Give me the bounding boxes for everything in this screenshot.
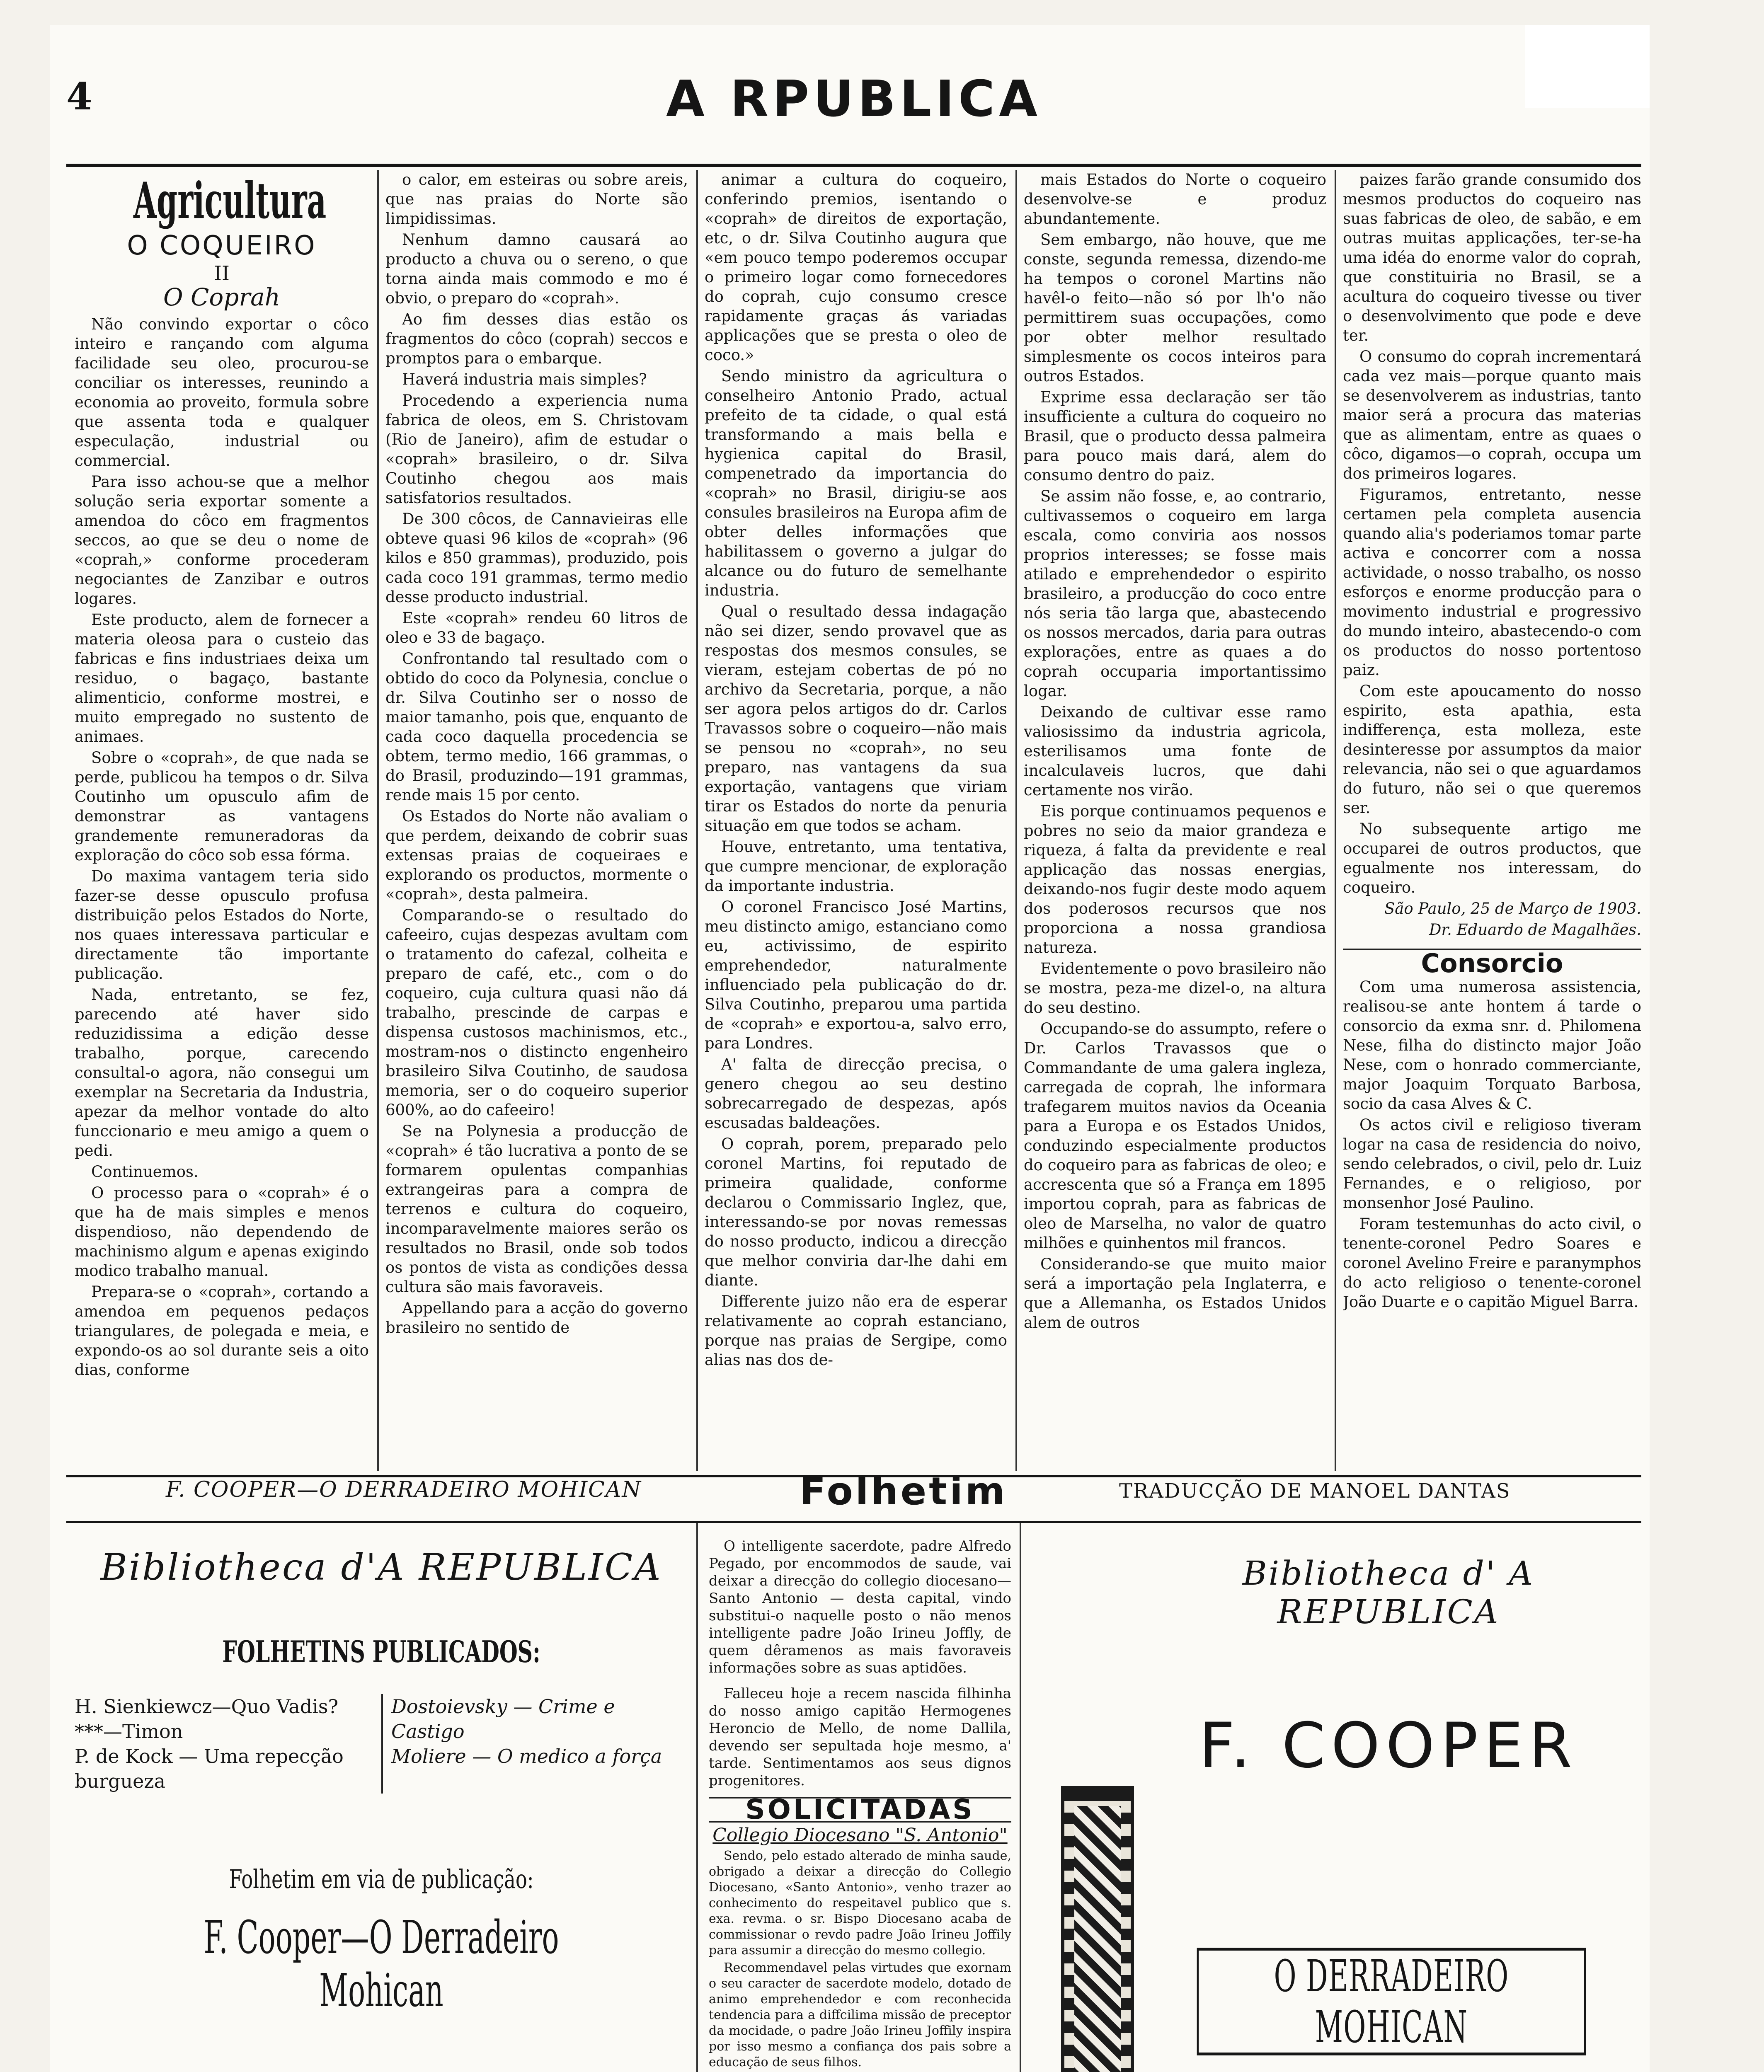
article-signature: Dr. Eduardo de Magalhães. bbox=[1429, 921, 1641, 939]
paragraph: Com uma numerosa assistencia, realisou-se ante hontem á tarde o consorcio da exma snr. d. Philomena Nese, filha do distincto major João Nese, com o honrado commerciante, major Joaquim Torquato Barbosa, socio da casa Alves & C. bbox=[1343, 978, 1641, 1113]
paragraph: Confrontando tal resultado com o obtido do coco da Polynesia, conclue o dr. Silva Coutinho ser o nosso de maior tamanho, pois que, enquanto de cada coco daquella procedencia se obtem, termo medio, 166 grammas, o do Brasil, produzindo—191 grammas, rende mais 15 por cento. bbox=[385, 650, 688, 804]
paragraph: Não convindo exportar o côco inteiro e rançando com alguma facilidade seu oleo, procurou-se conciliar os interesses, reunindo a economia ao proveito, formula sobre que assenta toda e qualquer especulação, industrial ou commercial. bbox=[75, 315, 369, 470]
published-col-a bbox=[75, 1694, 383, 1794]
article-section: O Coprah bbox=[163, 283, 281, 311]
paragraph: Sem embargo, não houve, que me conste, segunda remessa, dizendo-me ha tempos o coronel Martins não havêl-o feito—não só por lh'o não permittirem suas occupações, como por obter melhor resultado simplesmente os cocos inteiros para outros Estados. bbox=[1024, 231, 1326, 385]
ornament-pattern bbox=[1074, 1806, 1121, 2072]
paragraph: Se assim não fosse, e, ao contrario, cultivassemos o coqueiro em larga escala, como conviria aos nossos proprios interesses; se fosse mais atilado e emprehendedor o espirito brasileiro, a producção do coco entre nós seria tão larga que, abastecendo os nossos mercados, daria para outras explorações, entre as quaes a do coprah occuparia importantissimo logar. bbox=[1024, 487, 1326, 700]
biblioteca-left bbox=[75, 1537, 688, 2072]
paragraph: Se na Polynesia a producção de «coprah» é tão lucrativa a ponto de se formarem opulentas companhias extrangeiras para a compra de terrenos e cultura do coqueiro, incomparavelmente maiores serão os resultados no Brasil, onde sob todos os pontos de vista as condições dessa cultura são mais favoraveis. bbox=[385, 1122, 688, 1296]
paragraph: Exprime essa declaração ser tão insufficiente a cultura do coqueiro no Brasil, que o producto dessa palmeira para pouco mais dará, alem do consumo dentro do paiz. bbox=[1024, 388, 1326, 484]
column-divider bbox=[1015, 170, 1017, 1471]
folhetim-left-caption: F. COOPER—O DERRADEIRO MOHICAN bbox=[166, 1477, 642, 1502]
paragraph: Recommendavel pelas virtudes que exornam o seu caracter de sacerdote modelo, dotado de animo emprehendedor e com reconhecida tendencia para a diffcilima missão de preceptor da mocidade, o padre João Irineu Joffily inspira por isso mesmo a confiança dos pais sobre a educação de seus filhos. bbox=[709, 1961, 1011, 2070]
paragraph: Prepara-se o «coprah», cortando a amendoa em pequenos pedaços triangulares, de polegada e meia, e expondo-os ao sol durante seis a oito dias, conforme bbox=[75, 1283, 369, 1379]
book-title: O DERRADEIRO MOHICAN bbox=[1197, 1948, 1586, 2055]
paragraph: O coprah, porem, preparado pelo coronel Martins, foi reputado de primeira qualidade, conforme declarou o Commissario Inglez, que, interessando-se por novas remessas do nosso producto, indicou a direcção que melhor conviria dar-lhe dahi em diante. bbox=[705, 1135, 1007, 1289]
consorcio-title: Consorcio bbox=[1343, 949, 1641, 973]
paragraph: O processo para o «coprah» é o que ha de mais simples e menos dispendioso, não dependendo de machinismo algum e apenas exigindo modico trabalho manual. bbox=[75, 1184, 369, 1280]
decorative-border bbox=[1061, 1786, 1134, 2072]
paragraph: O coronel Francisco José Martins, meu distincto amigo, estanciano como eu, activissimo, de espirito emprehendedor, naturalmente influenciado pela publicação do dr. Silva Coutinho, preparou uma partida de «coprah» e exportou-a, salvo erro, para Londres. bbox=[705, 898, 1007, 1052]
paragraph: A' falta de direcção precisa, o genero chegou ao seu destino sobrecarregado de despezas, após escusadas baldeações. bbox=[705, 1055, 1007, 1132]
paragraph: Este producto, alem de fornecer a materia oleosa para o custeio das fabricas e fins industriaes deixa um residuo, o bagaço, bastante alimenticio, conforme mostrei, e muito empregado no sustento de animaes. bbox=[75, 611, 369, 746]
header-rule bbox=[66, 164, 1641, 167]
collegio-notice bbox=[709, 1848, 1011, 2072]
article-subtitle: O COQUEIRO bbox=[127, 230, 317, 261]
paragraph: Considerando-se que muito maior será a importação pela Inglaterra, e que a Allemanha, os Estados Unidos alem de outros bbox=[1024, 1255, 1326, 1331]
column-divider bbox=[1020, 1523, 1021, 2072]
paragraph: Procedendo a experiencia numa fabrica de oleos, em S. Christovam (Rio de Janeiro), afim de estudar o «coprah» brasileiro, o dr. Silva Coutinho chegou aos mais satisfatorios resultados. bbox=[385, 392, 688, 507]
published-item: ***—Timon bbox=[75, 1720, 183, 1743]
paragraph: o calor, em esteiras ou sobre areis, que nas praias do Norte são limpidissimas. bbox=[385, 171, 688, 228]
column-divider bbox=[696, 1523, 698, 2072]
published-col-b bbox=[383, 1694, 681, 1794]
paragraph: O intelligente sacerdote, padre Alfredo Pegado, por encommodos de saude, vai deixar a direcção do collegio diocesano—Santo Antonio — desta capital, vindo substitui-o naquelle posto o não menos intelligente padre João Irineu Joffly, de quem dêramenos as mais favoraveis informações sobre as suas aptidões. bbox=[709, 1538, 1011, 1676]
folhetim-title: Folhetim bbox=[800, 1469, 1008, 1513]
column-divider bbox=[696, 170, 698, 1471]
paragraph: Nenhum damno causará ao producto a chuva ou o sereno, o que torna ainda mais commodo e mo é obvio, o preparo do «coprah». bbox=[385, 231, 688, 307]
biblioteca-right bbox=[1136, 1537, 1641, 2072]
paragraph: Haverá industria mais simples? bbox=[402, 370, 647, 388]
paragraph: O consumo do coprah incrementará cada vez mais—porque quanto mais se desenvolverem as industrias, tanto maior será a procura das materias que as alimentam, entre as quaes o côco, digamos—o coprah, occupa um dos primeiros logares. bbox=[1343, 348, 1641, 482]
paragraph: Comparando-se o resultado do cafeeiro, cujas despezas avultam com o tratamento do cafezal, colheita e preparo de café, etc., com o do coqueiro, cuja cultura quasi não dá trabalho, prescinde de carpas e dispensa custosos machinismos, etc., mostram-nos o distincto engenheiro brasileiro Silva Coutinho, de saudosa memoria, ser o do coqueiro superior 600%, ao do cafeeiro! bbox=[385, 906, 688, 1119]
paragraph: Do maxima vantagem teria sido fazer-se desse opusculo profusa distribuição pelos Estados do Norte, nos quaes interessava particular e directamente tão importante publicação. bbox=[75, 867, 369, 983]
folhetim-right-caption: TRADUCÇÃO DE MANOEL DANTAS bbox=[1119, 1479, 1511, 1503]
column-2 bbox=[385, 170, 688, 1471]
inprogress-heading: Folhetim em via de publicação: bbox=[229, 1864, 534, 1894]
article-date: São Paulo, 25 de Março de 1903. bbox=[1384, 900, 1641, 917]
paragraph: Nada, entretanto, se fez, parecendo até haver sido reduzidissima a edição desse trabalho, porque, carecendo consultal-o agora, não consegui um exemplar na Secretaria da Industria, apezar da melhor vontade do alto funccionario e meu amigo a quem o pedi. bbox=[75, 986, 369, 1159]
paragraph: De 300 côcos, de Cannavieiras elle obteve quasi 96 kilos de «coprah» (96 kilos e 850 grammas), produzido, pois cada coco 191 grammas, termo medio desse producto industrial. bbox=[385, 510, 688, 606]
paragraph: Sobre o «coprah», de que nada se perde, publicou ha tempos o dr. Silva Coutinho um opusculo afim de demonstrar as vantagens grandemente remuneradoras da exploração do côco sob essa fórma. bbox=[75, 749, 369, 864]
paragraph: Figuramos, entretanto, nesse certamen pela completa ausencia quando alia's poderiamos tomar parte activa e concorrer com a nossa actividade, o nosso trabalho, os nosso esforços e enorme producção para o movimento industrial e progressivo do mundo inteiro, abastecendo-o com os productos do nosso portentoso paiz. bbox=[1343, 486, 1641, 679]
biblioteca-right-title: Bibliotheca d' A REPUBLICA bbox=[1242, 1554, 1535, 1631]
newspaper-page bbox=[50, 25, 1650, 2072]
paragraph: Este «coprah» rendeu 60 litros de oleo e 33 de bagaço. bbox=[385, 609, 688, 646]
paragraph: animar a cultura do coqueiro, conferindo premios, isentando o «coprah» de direitos de exportação, etc, o dr. Silva Coutinho augura que «em pouco tempo poderemos occupar o primeiro logar como fornecedores do coprah, cujo consumo cresce rapidamente graças ás variadas applicações que se presta o oleo de coco.» bbox=[705, 171, 1007, 364]
biblioteca-title: Bibliotheca d'A REPUBLICA bbox=[100, 1546, 662, 1588]
paragraph: Com este apoucamento do nosso espirito, esta apathia, esta indifferença, esta molleza, este desinteresse por assumptos da maior relevancia, não sei o que aguardamos do futuro, não sei o que queremos ser. bbox=[1343, 682, 1641, 817]
paragraph: Sendo, pelo estado alterado de minha saude, obrigado a deixar a direcção do Collegio Diocesano, «Santo Antonio», venho trazer ao conhecimento do respeitavel publico que s. exa. revma. o sr. Bispo Diocesano acaba de commissionar o revdo padre João Irineu Joffily para assumir a direcção do mesmo collegio. bbox=[709, 1849, 1011, 1958]
paragraph: Occupando-se do assumpto, refere o Dr. Carlos Travassos que o Commandante de uma galera ingleza, carregada de coprah, lhe informara trafegarem muitos navios da Oceania para a Europa e os Estados Unidos, conduzindo especialmente productos do coqueiro para as fabricas de oleo; e accrescenta que só a França em 1895 importou coprah, para as fabricas de oleo de Marselha, no valor de quatro milhões e quinhentos mil francos. bbox=[1024, 1020, 1326, 1252]
published-item: Dostoievsky — Crime e Castigo bbox=[391, 1695, 615, 1743]
masthead-title: A RPUBLICA bbox=[666, 70, 1042, 128]
paragraph: Evidentemente o povo brasileiro não se mostra, peza-me dizel-o, na altura do seu destino. bbox=[1024, 960, 1326, 1017]
paragraph: mais Estados do Norte o coqueiro desenvolve-se e produz abundantemente. bbox=[1024, 171, 1326, 228]
column-5 bbox=[1343, 170, 1641, 1471]
paragraph: Qual o resultado dessa indagação não sei dizer, sendo provavel que as respostas dos mesmos consules, se vieram, estejam cobertas de pó no archivo da Secretaria, porque, a não ser agora pelos artigos do dr. Carlos Travassos sobre o coqueiro—não mais se pensou no «coprah», no seu preparo, nas vantagens da sua exportação, vantagens que viriam tirar os Estados do norte da penuria situação em que todos se acham. bbox=[705, 603, 1007, 835]
paragraph: Falleceu hoje a recem nascida filhinha do nosso amigo capitão Hermogenes Heroncio de Mello, de nome Dallila, devendo ser sepultada hoje mesmo, a' tarde. Sentimentamos aos seus dignos progenitores. bbox=[709, 1685, 1011, 1789]
column-divider bbox=[377, 170, 379, 1471]
published-item: H. Sienkiewcz—Quo Vadis? bbox=[75, 1695, 339, 1718]
published-item: P. de Kock — Uma repecção burgueza bbox=[75, 1745, 344, 1792]
article-title: Agricultura bbox=[133, 172, 327, 230]
paragraph: Os Estados do Norte não avaliam o que perdem, deixando de cobrir suas extensas praias de coqueiraes e explorando os productos, mormente o «coprah», desta palmeira. bbox=[385, 807, 688, 903]
paragraph: No subsequente artigo me occuparei de outros productos, que egualmente nos interessam, do coqueiro. bbox=[1343, 820, 1641, 896]
solicitadas-title: SOLICITADAS bbox=[709, 1797, 1011, 1823]
column-1 bbox=[75, 170, 369, 1471]
column-divider bbox=[1335, 170, 1336, 1471]
page-header bbox=[66, 70, 1641, 162]
paragraph: Continuemos. bbox=[91, 1163, 199, 1181]
center-news bbox=[709, 1537, 1011, 2072]
article-part: II bbox=[214, 262, 230, 285]
published-list bbox=[75, 1694, 688, 1794]
column-3 bbox=[705, 170, 1007, 1471]
paragraph: Os actos civil e religioso tiveram logar na casa de residencia do noivo, sendo celebrados, o civil, pelo dr. Luiz Fernandes, e o religioso, por monsenhor José Paulino. bbox=[1343, 1116, 1641, 1212]
paragraph: paizes farão grande consumido dos mesmos productos do coqueiro nas suas fabricas de oleo, de sabão, e em outras muitas applicações, ter-se-ha uma idéa do enorme valor do coprah, que constituiria no Brasil, se a acultura do coqueiro tivesse ou tiver o desenvolvimento que pode e deve ter. bbox=[1343, 171, 1641, 344]
page-number: 4 bbox=[66, 75, 92, 119]
paragraph: Houve, entretanto, uma tentativa, que cumpre mencionar, de exploração da importante industria. bbox=[705, 838, 1007, 895]
column-4 bbox=[1024, 170, 1326, 1471]
folhetim-rule-bottom bbox=[66, 1521, 1641, 1523]
paragraph: Appellando para a acção do governo brasileiro no sentido de bbox=[385, 1299, 688, 1336]
paragraph: Eis porque continuamos pequenos e pobres no seio da maior grandeza e riqueza, á falta da previdente e real applicação das nossas energias, deixando-nos fugir deste modo aquem dos poderosos recursos que nos proporciona a nossa grandiosa natureza. bbox=[1024, 802, 1326, 956]
inprogress-title: F. Cooper—O Derradeiro Mohican bbox=[204, 1911, 559, 2017]
published-heading: FOLHETINS PUBLICADOS: bbox=[222, 1634, 540, 1669]
paragraph: Ao fim desses dias estão os fragmentos do côco (coprah) seccos e promptos para o embarque. bbox=[385, 310, 688, 367]
paragraph: Foram testemunhas do acto civil, o tenente-coronel Pedro Soares e coronel Avelino Freire e paranymphos do acto religioso o tenente-coronel João Duarte e o capitão Miguel Barra. bbox=[1343, 1215, 1641, 1311]
paragraph: Para isso achou-se que a melhor solução seria exportar somente a amendoa do côco em fragmentos seccos, ao que se deu o nome de «coprah,» conforme procederam negociantes de Zanzibar e outros logares. bbox=[75, 473, 369, 608]
published-item: Moliere — O medico a força bbox=[391, 1745, 662, 1767]
author-name: F. COOPER bbox=[1199, 1710, 1578, 1782]
collegio-title: Collegio Diocesano "S. Antonio" bbox=[712, 1825, 1008, 1846]
paragraph: Differente juizo não era de esperar relativamente ao coprah estanciano, porque nas praias de Sergipe, como alias nas dos de- bbox=[705, 1293, 1007, 1369]
paragraph: Sendo ministro da agricultura o conselheiro Antonio Prado, actual prefeito de ta cidade, o qual está transformando a mais bella e hygienica capital do Brasil, compenetrado da importancia do «coprah» no Brasil, dirigiu-se aos consules brasileiros na Europa afim de obter delles informações que habilitassem o governo a julgar do alcance ou do futuro de semelhante industria. bbox=[705, 367, 1007, 599]
paragraph: Deixando de cultivar esse ramo valiosissimo da industria agricola, esterilisamos uma fonte de incalculaveis lucros, que dahi certamente nos virão. bbox=[1024, 703, 1326, 799]
